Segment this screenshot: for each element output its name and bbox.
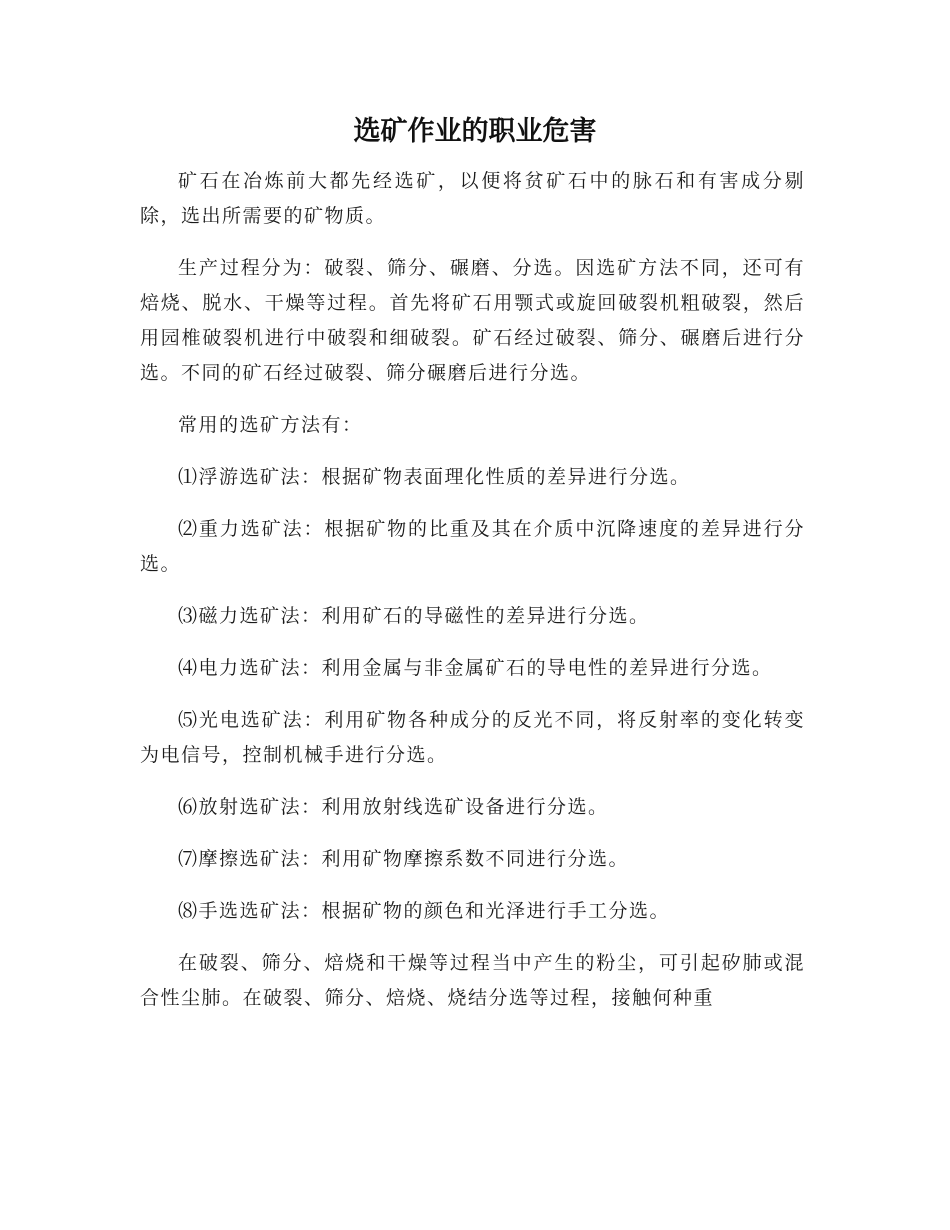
list-item-electric: ⑷电力选矿法：利用金属与非金属矿石的导电性的差异进行分选。 (178, 657, 773, 679)
list-item-friction: ⑺摩擦选矿法：利用矿物摩擦系数不同进行分选。 (178, 848, 630, 870)
list-item-gravity: ⑵重力选矿法：根据矿物的比重及其在介质中沉降速度的差异进行分选。 (140, 518, 805, 575)
list-item-magnetic: ⑶磁力选矿法：利用矿石的导磁性的差异进行分选。 (178, 605, 650, 627)
paragraph-process: 生产过程分为：破裂、筛分、碾磨、分选。因选矿方法不同，还可有焙烧、脱水、干燥等过程。首先将矿石用颚式或旋回破裂机粗破裂，然后用园椎破裂机进行中破裂和细破裂。矿石经过破裂、筛分、碾磨后进行分选。不同的矿石经过破裂、筛分碾磨后进行分选。 (140, 257, 805, 384)
list-item-radiation: ⑹放射选矿法：利用放射线选矿设备进行分选。 (178, 796, 609, 818)
list-item-photoelectric: ⑸光电选矿法：利用矿物各种成分的反光不同，将反射率的变化转变为电信号，控制机械手进行分选。 (140, 709, 805, 766)
list-item-flotation: ⑴浮游选矿法：根据矿物表面理化性质的差异进行分选。 (178, 466, 691, 488)
paragraph-methods-heading: 常用的选矿方法有： (178, 414, 363, 436)
paragraph-dust-hazard: 在破裂、筛分、焙烧和干燥等过程当中产生的粉尘，可引起矽肺或混合性尘肺。在破裂、筛分、焙烧、烧结分选等过程，接触何种重 (140, 952, 805, 1009)
page-title: 选矿作业的职业危害 (353, 116, 597, 147)
list-item-hand-sorting: ⑻手选选矿法：根据矿物的颜色和光泽进行手工分选。 (178, 900, 671, 922)
document-body (140, 164, 805, 1033)
paragraph-intro: 矿石在冶炼前大都先经选矿，以便将贫矿石中的脉石和有害成分剔除，选出所需要的矿物质。 (140, 170, 805, 227)
